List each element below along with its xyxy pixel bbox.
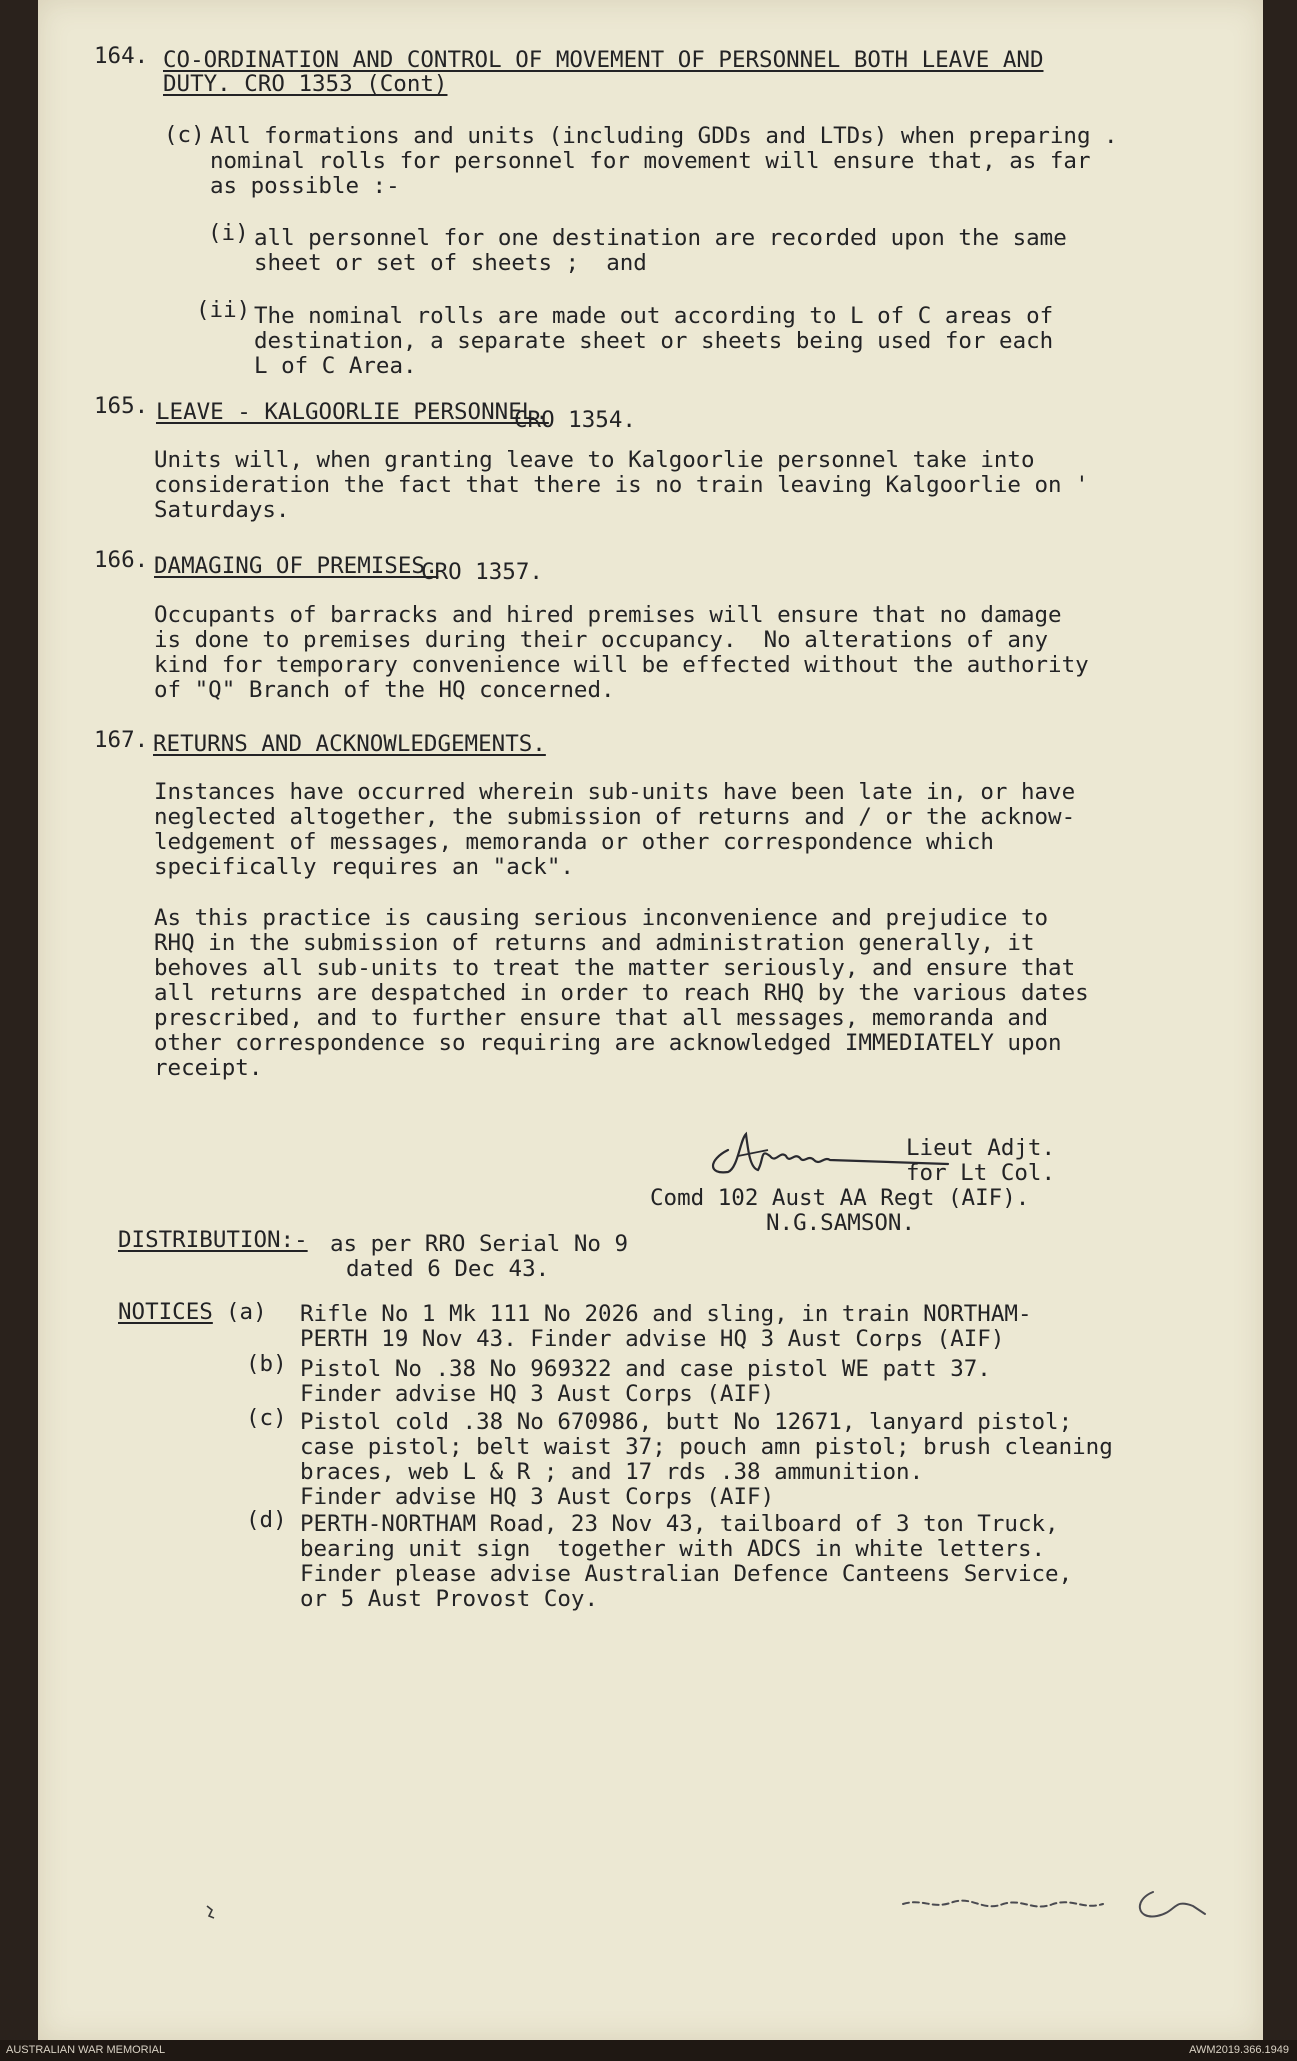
item-164-number: 164. xyxy=(94,43,149,69)
item-164-c-line: as possible :- xyxy=(210,173,400,199)
item-167-heading: RETURNS AND ACKNOWLEDGEMENTS. xyxy=(153,731,546,757)
notice-a-label: (a) xyxy=(226,1299,267,1325)
item-165-line: consideration the fact that there is no train leaving Kalgoorlie on ' xyxy=(154,472,1089,498)
notice-a-line: Rifle No 1 Mk 111 No 2026 and sling, in train NORTHAM- xyxy=(300,1301,1032,1327)
item-164-c-label: (c) xyxy=(164,122,205,148)
item-165-line: Saturdays. xyxy=(154,497,290,523)
notice-a-line: PERTH 19 Nov 43. Finder advise HQ 3 Aust Corps (AIF) xyxy=(300,1326,1005,1352)
document-text xyxy=(38,0,1263,2040)
item-166-line: is done to premises during their occupancy. No alterations of any xyxy=(154,627,1049,653)
item-164-ii-line: L of C Area. xyxy=(254,353,417,379)
item-164-i-line: sheet or set of sheets ; and xyxy=(254,250,647,276)
item-167-para2-line: behoves all sub-units to treat the matter seriously, and ensure that xyxy=(154,955,1076,981)
notice-c-line: Pistol cold .38 No 670986, butt No 12671, lanyard pistol; xyxy=(300,1409,1073,1435)
pencil-tick-mark xyxy=(203,1900,223,1922)
distribution-label: DISTRIBUTION:- xyxy=(118,1227,308,1253)
item-167-para2-line: other correspondence so requiring are acknowledged IMMEDIATELY upon xyxy=(154,1030,1062,1056)
notice-c-label: (c) xyxy=(246,1405,287,1431)
signature-rank: Lieut Adjt. xyxy=(906,1135,1056,1161)
notice-d-line: PERTH-NORTHAM Road, 23 Nov 43, tailboard of 3 ton Truck, xyxy=(300,1511,1059,1537)
notice-b-line: Finder advise HQ 3 Aust Corps (AIF) xyxy=(300,1381,775,1407)
distribution-line2: dated 6 Dec 43. xyxy=(346,1256,550,1282)
notice-c-line: braces, web L & R ; and 17 rds .38 ammunition. xyxy=(300,1459,924,1485)
item-166-cro: CRO 1357. xyxy=(421,559,543,585)
item-164-ii-label: (ii) xyxy=(196,297,251,323)
item-166-number: 166. xyxy=(94,547,149,573)
item-164-ii-line: destination, a separate sheet or sheets being used for each xyxy=(254,328,1054,354)
item-166-line: of "Q" Branch of the HQ concerned. xyxy=(154,677,615,703)
notice-d-line: bearing unit sign together with ADCS in white letters. xyxy=(300,1536,1046,1562)
notices-label: NOTICES xyxy=(118,1299,213,1325)
item-165-number: 165. xyxy=(94,393,149,419)
item-167-para1-line: ledgement of messages, memoranda or other correspondence which xyxy=(154,829,994,855)
item-167-para2-line: receipt. xyxy=(154,1055,263,1081)
notice-c-line: Finder advise HQ 3 Aust Corps (AIF) xyxy=(300,1484,775,1510)
faint-handwritten-mark xyxy=(893,1870,1223,1930)
notice-c-line: case pistol; belt waist 37; pouch amn pistol; brush cleaning xyxy=(300,1434,1113,1460)
item-167-para2-line: prescribed, and to further ensure that all messages, memoranda and xyxy=(154,1005,1049,1031)
item-164-heading-line1: CO-ORDINATION AND CONTROL OF MOVEMENT OF PERSONNEL BOTH LEAVE AND xyxy=(163,47,1044,73)
item-167-para2-line: all returns are despatched in order to reach RHQ by the various dates xyxy=(154,980,1089,1006)
notice-d-line: or 5 Aust Provost Coy. xyxy=(300,1586,599,1612)
item-164-i-label: (i) xyxy=(208,220,249,246)
item-165-line: Units will, when granting leave to Kalgoorlie personnel take into xyxy=(154,447,1035,473)
item-166-heading: DAMAGING OF PREMISES. xyxy=(154,553,439,579)
item-164-ii-line: The nominal rolls are made out according to L of C areas of xyxy=(254,303,1054,329)
notice-b-label: (b) xyxy=(246,1351,287,1377)
footer-accession-number: AWM2019.366.1949 xyxy=(1189,2044,1289,2056)
notice-b-line: Pistol No .38 No 969322 and case pistol WE patt 37. xyxy=(300,1356,991,1382)
item-167-para1-line: neglected altogether, the submission of returns and / or the acknow- xyxy=(154,804,1076,830)
item-165-cro: CRO 1354. xyxy=(514,407,636,433)
signature-comd-line: Comd 102 Aust AA Regt (AIF). xyxy=(650,1185,1030,1211)
item-167-para1-line: Instances have occurred wherein sub-units have been late in, or have xyxy=(154,779,1076,805)
item-167-para1-line: specifically requires an "ack". xyxy=(154,854,574,880)
item-167-para2-line: RHQ in the submission of returns and administration generally, it xyxy=(154,930,1035,956)
item-164-c-line: All formations and units (including GDDs and LTDs) when preparing . xyxy=(210,123,1118,149)
item-165-heading: LEAVE - KALGOORLIE PERSONNEL. xyxy=(156,399,549,425)
signature-name: N.G.SAMSON. xyxy=(766,1210,916,1236)
item-166-line: kind for temporary convenience will be effected without the authority xyxy=(154,652,1089,678)
footer-institution: AUSTRALIAN WAR MEMORIAL xyxy=(6,2044,166,2056)
archive-footer xyxy=(0,2040,1297,2061)
item-164-i-line: all personnel for one destination are recorded upon the same xyxy=(254,225,1067,251)
item-166-line: Occupants of barracks and hired premises will ensure that no damage xyxy=(154,602,1062,628)
item-167-number: 167. xyxy=(94,727,149,753)
distribution-line1: as per RRO Serial No 9 xyxy=(330,1231,629,1257)
document-page xyxy=(38,0,1263,2040)
notice-d-label: (d) xyxy=(246,1507,287,1533)
item-164-c-line: nominal rolls for personnel for movement will ensure that, as far xyxy=(210,148,1091,174)
item-164-heading-line2: DUTY. CRO 1353 (Cont) xyxy=(163,71,448,97)
notice-d-line: Finder please advise Australian Defence Canteens Service, xyxy=(300,1561,1073,1587)
item-167-para2-line: As this practice is causing serious inconvenience and prejudice to xyxy=(154,905,1049,931)
signature-for-line: for Lt Col. xyxy=(906,1160,1056,1186)
